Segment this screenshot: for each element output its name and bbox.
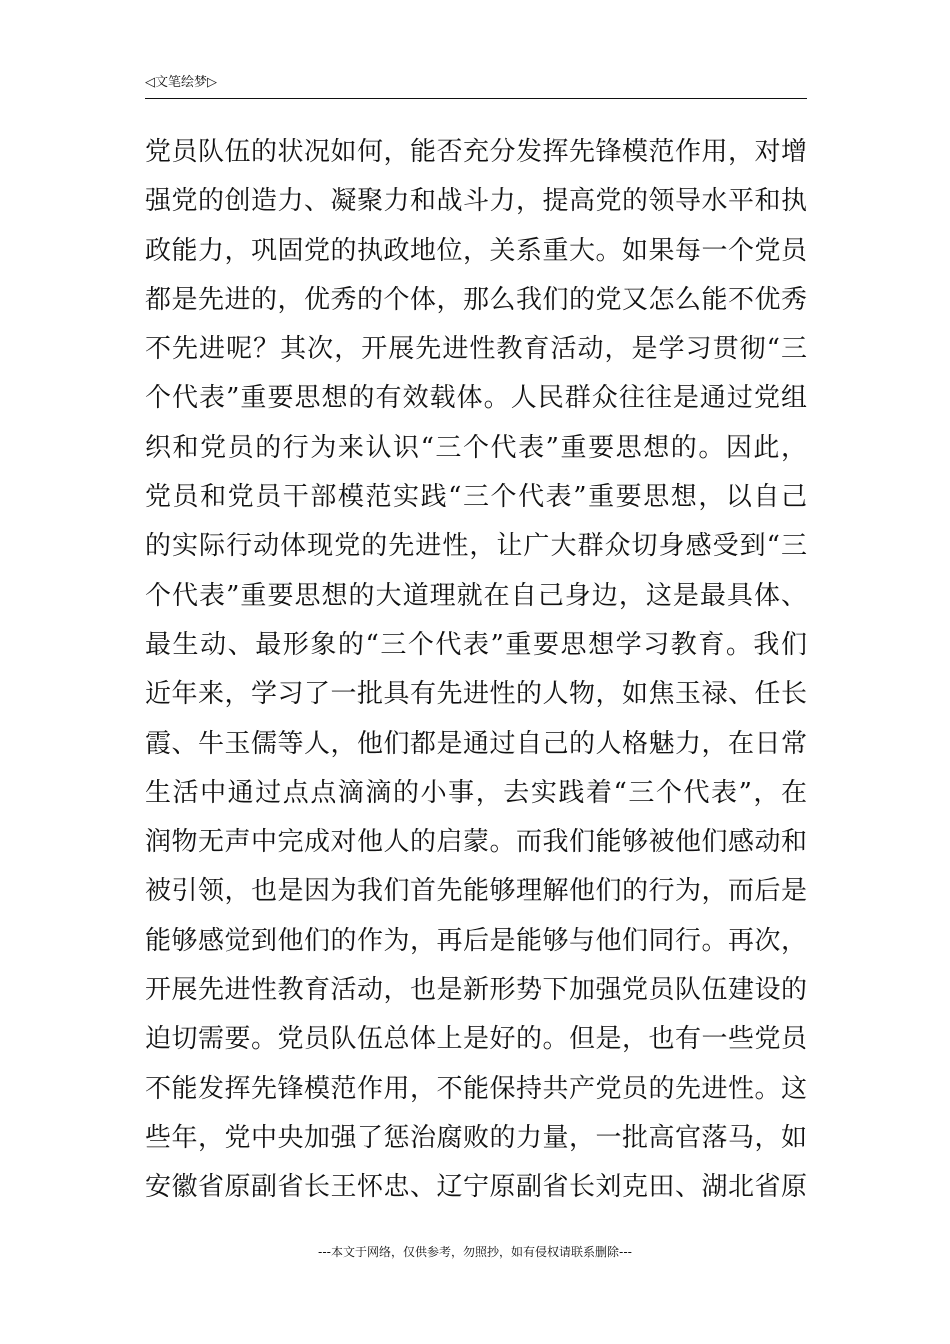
text-line: 些年，党中央加强了惩治腐败的力量，一批高官落马，如	[145, 1122, 807, 1153]
text-line: 都是先进的，优秀的个体，那么我们的党又怎么能不优秀	[145, 284, 807, 315]
text-line: 生活中通过点点滴滴的小事，去实践着“三个代表”，在	[145, 777, 807, 808]
text-line: 开展先进性教育活动，也是新形势下加强党员队伍建设的	[145, 975, 807, 1006]
text-line: 安徽省原副省长王怀忠、辽宁原副省长刘克田、湖北省原	[145, 1172, 807, 1203]
text-line: 个代表”重要思想的有效载体。人民群众往往是通过党组	[145, 383, 807, 414]
text-line: 能够感觉到他们的作为，再后是能够与他们同行。再次，	[145, 925, 807, 956]
header-brand: ◁文笔绘梦▷	[145, 75, 217, 90]
text-line: 个代表”重要思想的大道理就在自己身边，这是最具体、	[145, 580, 807, 611]
text-line: 不能发挥先锋模范作用，不能保持共产党员的先进性。这	[145, 1073, 807, 1104]
text-line: 不先进呢？其次，开展先进性教育活动，是学习贯彻“三	[145, 334, 807, 365]
document-body	[145, 128, 807, 1213]
text-line: 被引领，也是因为我们首先能够理解他们的行为，而后是	[145, 876, 807, 907]
text-line: 迫切需要。党员队伍总体上是好的。但是，也有一些党员	[145, 1024, 807, 1055]
page-header	[145, 72, 807, 99]
text-line: 强党的创造力、凝聚力和战斗力，提高党的领导水平和执	[145, 186, 807, 217]
text-line: 的实际行动体现党的先进性，让广大群众切身感受到“三	[145, 531, 807, 562]
text-line: 政能力，巩固党的执政地位，关系重大。如果每一个党员	[145, 235, 807, 266]
text-line: 最生动、最形象的“三个代表”重要思想学习教育。我们	[145, 629, 807, 660]
text-line: 润物无声中完成对他人的启蒙。而我们能够被他们感动和	[145, 827, 807, 858]
text-line: 霞、牛玉儒等人，他们都是通过自己的人格魅力，在日常	[145, 728, 807, 759]
text-line: 党员和党员干部模范实践“三个代表”重要思想，以自己	[145, 482, 807, 513]
text-line: 近年来，学习了一批具有先进性的人物，如焦玉禄、任长	[145, 679, 807, 710]
footer-notice: ---本文于网络，仅供参考，勿照抄，如有侵权请联系删除---	[318, 1245, 632, 1259]
text-line: 织和党员的行为来认识“三个代表”重要思想的。因此，	[145, 432, 807, 463]
text-line: 党员队伍的状况如何，能否充分发挥先锋模范作用，对增	[145, 137, 807, 167]
